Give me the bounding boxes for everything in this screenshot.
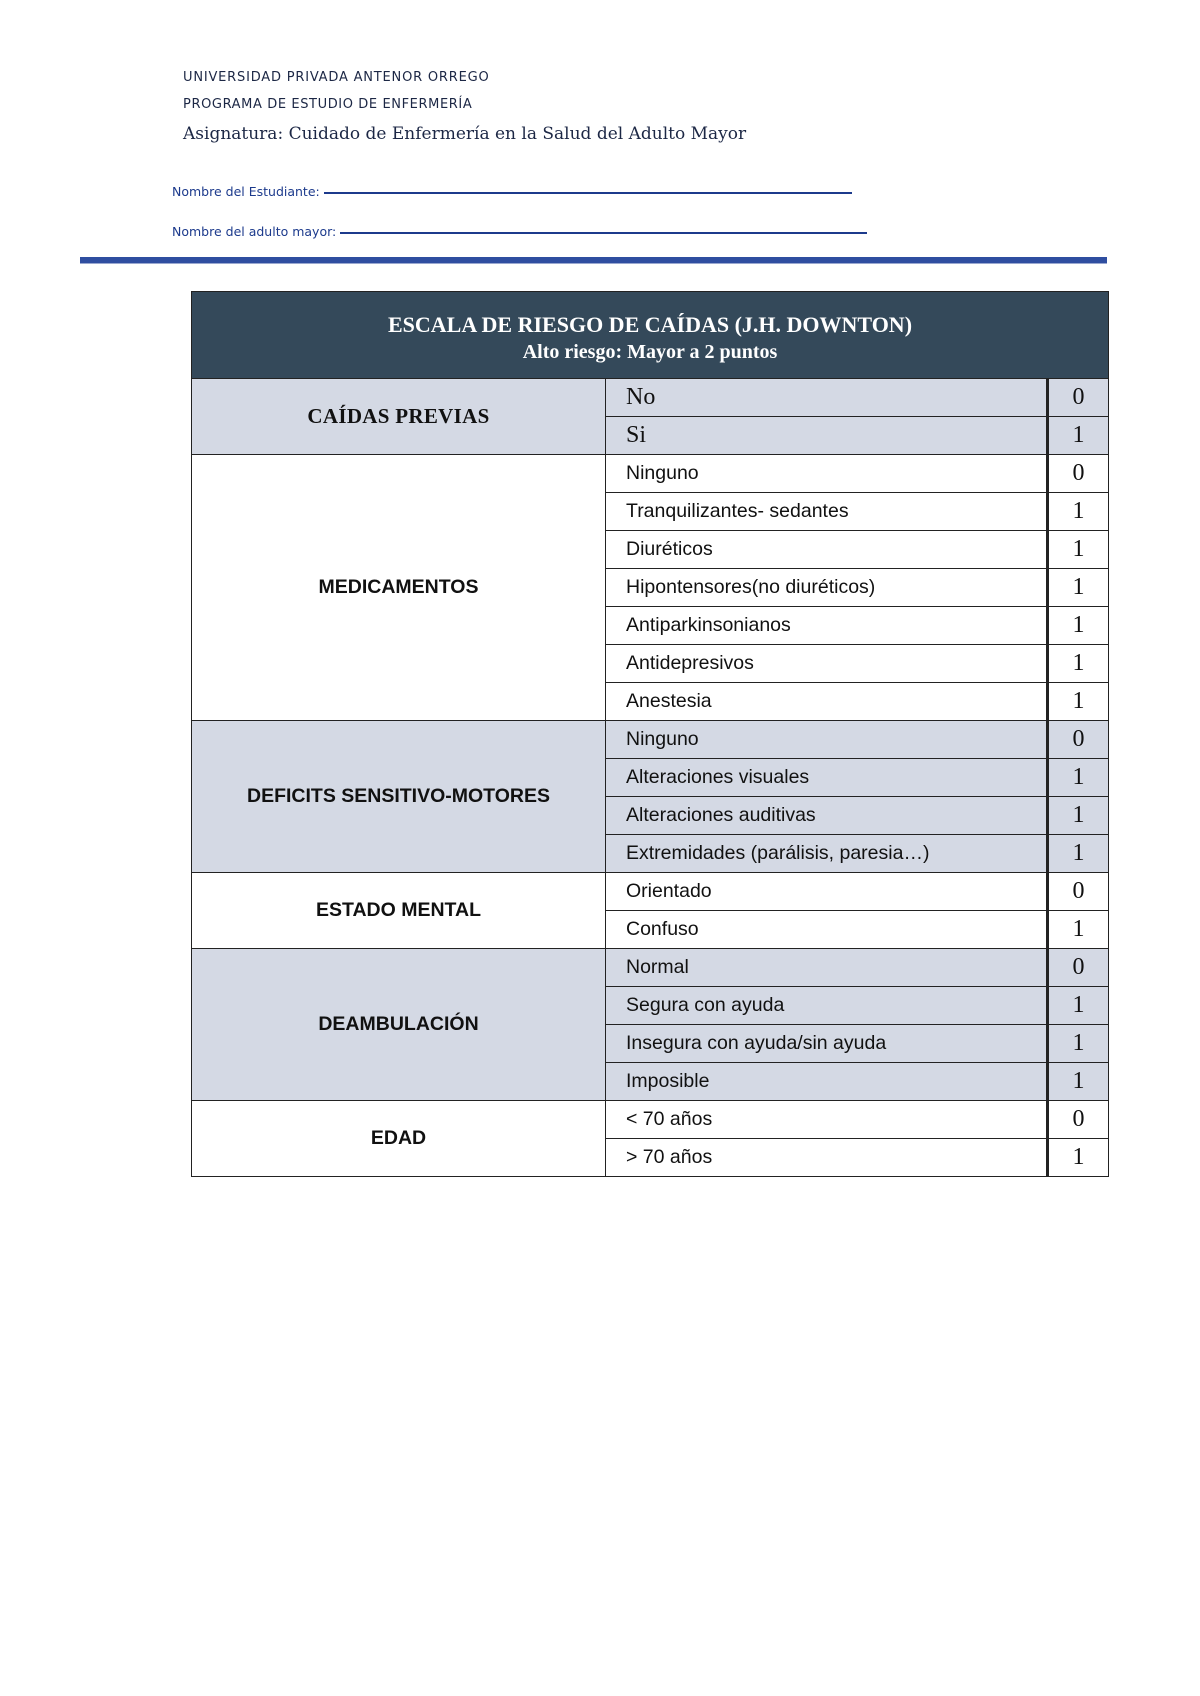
student-name-line: [324, 192, 852, 194]
table-title: ESCALA DE RIESGO DE CAÍDAS (J.H. DOWNTON): [388, 312, 913, 337]
option-points: 1: [1048, 645, 1109, 683]
option-label: Ninguno: [606, 455, 1048, 493]
elder-name-label: Nombre del adulto mayor:: [172, 224, 337, 239]
option-points: 1: [1048, 1025, 1109, 1063]
table-title-cell: [192, 292, 1109, 379]
downton-fall-risk-table: [191, 291, 1109, 1177]
option-label: Hipontensores(no diuréticos): [606, 569, 1048, 607]
category-ambulation: DEAMBULACIÓN: [192, 949, 606, 1101]
option-label: Anestesia: [606, 683, 1048, 721]
option-label: Orientado: [606, 873, 1048, 911]
option-points: 1: [1048, 569, 1109, 607]
option-label: Segura con ayuda: [606, 987, 1048, 1025]
option-points: 1: [1048, 987, 1109, 1025]
table-row: [192, 1101, 1109, 1139]
option-points: 0: [1048, 949, 1109, 987]
category-sensory-motor-deficits: DEFICITS SENSITIVO-MOTORES: [192, 721, 606, 873]
program-name: PROGRAMA DE ESTUDIO DE ENFERMERÍA: [183, 97, 473, 112]
option-label: Extremidades (parálisis, paresia…): [606, 835, 1048, 873]
option-label: Insegura con ayuda/sin ayuda: [606, 1025, 1048, 1063]
student-name-label: Nombre del Estudiante:: [172, 184, 320, 199]
option-label: < 70 años: [606, 1101, 1048, 1139]
option-label: Si: [606, 417, 1048, 455]
table-row: [192, 873, 1109, 911]
option-label: Alteraciones auditivas: [606, 797, 1048, 835]
option-label: Alteraciones visuales: [606, 759, 1048, 797]
elder-name-line: [340, 232, 867, 234]
option-points: 0: [1048, 455, 1109, 493]
option-label: Ninguno: [606, 721, 1048, 759]
option-label: Antiparkinsonianos: [606, 607, 1048, 645]
option-label: Imposible: [606, 1063, 1048, 1101]
student-name-field: [172, 184, 852, 199]
option-points: 1: [1048, 683, 1109, 721]
option-label: Confuso: [606, 911, 1048, 949]
table-row: [192, 455, 1109, 493]
option-label: > 70 años: [606, 1139, 1048, 1177]
option-points: 0: [1048, 721, 1109, 759]
option-label: Tranquilizantes- sedantes: [606, 493, 1048, 531]
subject-title: Asignatura: Cuidado de Enfermería en la Salud del Adulto Mayor: [183, 124, 747, 144]
table-subtitle: Alto riesgo: Mayor a 2 puntos: [522, 341, 778, 363]
category-medications: MEDICAMENTOS: [192, 455, 606, 721]
option-label: Diuréticos: [606, 531, 1048, 569]
category-mental-state: ESTADO MENTAL: [192, 873, 606, 949]
option-points: 1: [1048, 759, 1109, 797]
option-points: 0: [1048, 1101, 1109, 1139]
option-points: 1: [1048, 911, 1109, 949]
option-points: 1: [1048, 797, 1109, 835]
option-points: 1: [1048, 493, 1109, 531]
category-previous-falls: CAÍDAS PREVIAS: [192, 379, 606, 455]
option-points: 1: [1048, 531, 1109, 569]
header-divider: [80, 257, 1107, 263]
option-points: 0: [1048, 873, 1109, 911]
option-label: No: [606, 379, 1048, 417]
elder-name-field: [172, 224, 867, 239]
table-row: [192, 721, 1109, 759]
option-points: 1: [1048, 835, 1109, 873]
table-row: [192, 379, 1109, 417]
table-row: [192, 949, 1109, 987]
category-age: EDAD: [192, 1101, 606, 1177]
option-label: Antidepresivos: [606, 645, 1048, 683]
option-points: 1: [1048, 1063, 1109, 1101]
option-points: 0: [1048, 379, 1109, 417]
option-points: 1: [1048, 607, 1109, 645]
option-label: Normal: [606, 949, 1048, 987]
option-points: 1: [1048, 417, 1109, 455]
university-name: UNIVERSIDAD PRIVADA ANTENOR ORREGO: [183, 70, 490, 85]
option-points: 1: [1048, 1139, 1109, 1177]
